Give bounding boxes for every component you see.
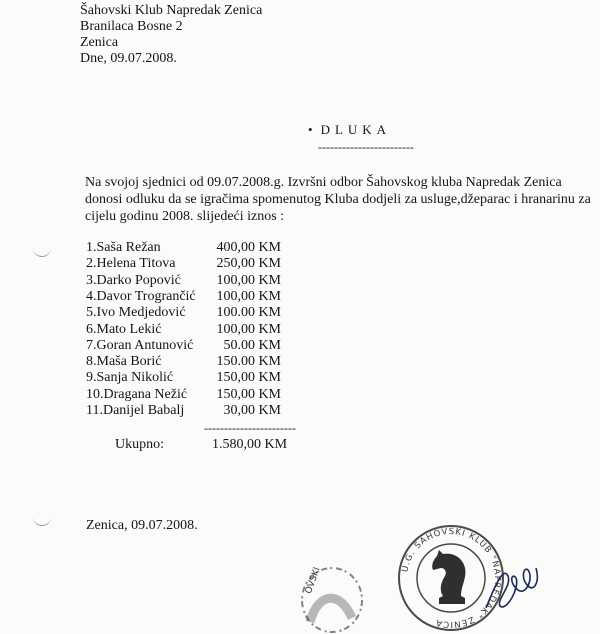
player-name: 1.Saša Režan [86,240,161,255]
player-amount: 30,00 KM [223,403,281,418]
club-name: Šahovski Klub Napredak Zenica [80,3,263,18]
total-value: 1.580,00 KM [212,437,288,452]
player-amount: 50.00 KM [223,338,281,353]
title-bullet: • [308,122,313,137]
player-amount: 150,00 KM [216,370,281,385]
signature [478,548,548,618]
seal-text: U.G. ŠAHOVSKI KLUB "NAPREDAK" ZENICA [400,526,503,630]
punch-hole-mark [33,515,51,526]
partial-stamp [292,552,372,634]
player-name: 7.Goran Antunović [86,338,194,353]
title-underline: ------------------------ [318,140,414,154]
player-name: 6.Mato Lekić [86,322,162,337]
document-title [308,122,391,138]
player-amount: 400,00 KM [216,240,281,255]
place-date: Zenica, 09.07.2008. [86,518,198,533]
player-name: 2.Helena Titova [86,256,176,271]
total-label: Ukupno: [115,437,164,452]
player-amount: 100,00 KM [216,273,281,288]
player-name: 8.Maša Borić [86,354,162,369]
decision-paragraph: Na svojoj sjednici od 09.07.2008.g. Izvršni odbor Šahovskog kluba Napredak Zenica donosi odluku da se igračima spomenutog Kluba dodjeli za usluge,džeparac i hranarinu za cijelu godinu 2008. slijedeći iznos : [85,175,591,224]
player-name: 11.Danijel Babalj [86,403,185,418]
title-text: DLUKA [320,122,392,137]
player-amount: 100,00 KM [216,322,281,337]
club-address: Branilaca Bosne 2 [80,19,183,34]
sum-separator: ----------------------- [204,421,296,435]
chess-knight-icon [432,550,465,604]
club-city: Zenica [80,35,119,50]
player-amount: 150.00 KM [216,354,281,369]
player-name: 5.Ivo Medjedović [86,305,186,320]
player-amount: 250,00 KM [216,256,281,271]
player-name: 10.Dragana Nežić [86,387,188,402]
player-name: 9.Sanja Nikolić [86,370,174,385]
player-amount: 150,00 KM [216,387,281,402]
player-amount: 100.00 KM [216,305,281,320]
punch-hole-mark [33,246,51,257]
player-amount: 100,00 KM [216,289,281,304]
player-name: 3.Darko Popović [86,273,181,288]
partial-stamp-text: OVSKI [303,566,323,596]
player-name: 4.Davor Trogrančić [86,289,196,304]
header-date: Dne, 09.07.2008. [80,51,177,66]
